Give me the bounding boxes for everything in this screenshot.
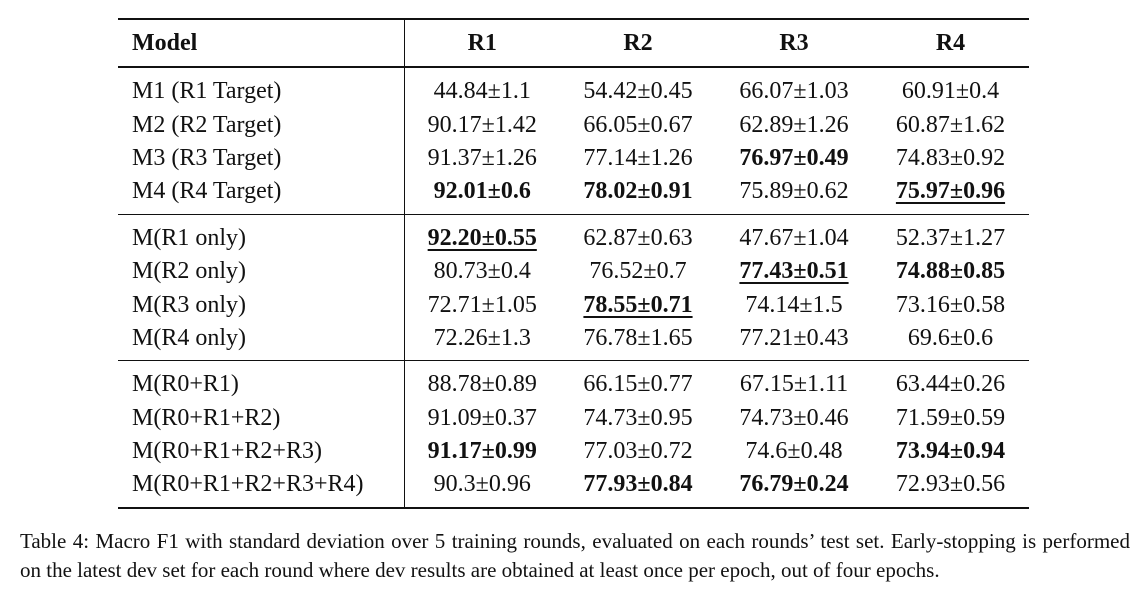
score-value: 74.83±0.92 [895,144,1006,171]
table-row [118,468,1029,507]
score-cell [404,214,560,255]
score-cell [716,175,872,214]
score-value: 88.78±0.89 [427,371,537,398]
model-name-cell: M4 (R4 Target) [118,175,404,214]
model-name-cell: M(R0+R1) [118,361,404,402]
model-name-cell: M(R1 only) [118,214,404,255]
score-value: 74.6±0.48 [745,438,843,465]
score-value: 91.17±0.99 [427,438,537,465]
score-value: 77.03±0.72 [583,438,693,465]
score-value: 73.94±0.94 [895,438,1006,465]
model-name-cell: M3 (R3 Target) [118,142,404,175]
score-cell [404,435,560,468]
score-cell [872,361,1029,402]
score-cell [560,468,716,507]
model-name-cell: M(R2 only) [118,255,404,288]
score-cell [560,108,716,141]
table-body [118,67,1029,508]
model-name-cell: M1 (R1 Target) [118,67,404,108]
score-value: 74.73±0.46 [739,404,849,431]
score-cell [872,468,1029,507]
table-row [118,402,1029,435]
results-table [118,18,1029,509]
score-value: 92.20±0.55 [427,224,537,251]
score-cell [872,288,1029,321]
table-row [118,142,1029,175]
score-value: 60.87±1.62 [895,111,1006,138]
score-cell [560,322,716,361]
score-cell [716,361,872,402]
score-value: 75.97±0.96 [895,178,1006,205]
score-value: 71.59±0.59 [895,404,1006,431]
score-value: 72.71±1.05 [427,291,537,318]
score-value: 78.02±0.91 [583,178,693,205]
score-value: 47.67±1.04 [739,224,849,251]
score-value: 74.73±0.95 [583,404,693,431]
score-value: 73.16±0.58 [895,291,1006,318]
score-cell [716,322,872,361]
score-cell [560,67,716,108]
table-row [118,288,1029,321]
score-cell [872,214,1029,255]
score-cell [560,435,716,468]
score-cell [716,435,872,468]
score-value: 90.3±0.96 [433,471,531,498]
header-model: Model [118,19,404,67]
table-row [118,175,1029,214]
model-name-cell: M2 (R2 Target) [118,108,404,141]
score-value: 66.07±1.03 [739,78,849,105]
score-value: 76.52±0.7 [589,258,687,285]
score-cell [872,402,1029,435]
score-value: 62.87±0.63 [583,224,693,251]
score-cell [872,175,1029,214]
score-value: 92.01±0.6 [433,178,531,205]
table-row [118,435,1029,468]
score-cell [404,288,560,321]
score-value: 69.6±0.6 [907,324,994,351]
score-value: 78.55±0.71 [583,291,693,318]
score-value: 67.15±1.11 [739,371,849,398]
score-cell [560,175,716,214]
score-value: 62.89±1.26 [739,111,849,138]
header-r1: R1 [467,29,497,56]
score-cell [716,288,872,321]
score-cell [404,322,560,361]
score-cell [560,255,716,288]
score-value: 77.21±0.43 [739,324,849,351]
table-row [118,108,1029,141]
score-value: 75.89±0.62 [739,178,849,205]
header-r2: R2 [623,29,653,56]
table-row [118,67,1029,108]
score-cell [404,468,560,507]
score-value: 77.93±0.84 [583,471,693,498]
score-cell [716,214,872,255]
score-cell [872,322,1029,361]
score-cell [404,361,560,402]
score-value: 77.43±0.51 [739,258,849,285]
model-name-cell: M(R0+R1+R2+R3) [118,435,404,468]
score-value: 66.15±0.77 [583,371,693,398]
table-header-row [118,19,1029,67]
score-value: 91.09±0.37 [427,404,537,431]
score-cell [560,142,716,175]
score-value: 74.88±0.85 [895,258,1006,285]
table-row [118,361,1029,402]
header-r3: R3 [779,29,809,56]
score-value: 63.44±0.26 [895,371,1006,398]
score-value: 91.37±1.26 [427,144,537,171]
score-value: 76.78±1.65 [583,324,693,351]
table-row [118,214,1029,255]
score-value: 72.26±1.3 [433,324,531,351]
score-value: 66.05±0.67 [583,111,693,138]
score-cell [716,108,872,141]
score-cell [716,468,872,507]
header-r4: R4 [935,29,966,56]
score-value: 76.97±0.49 [739,144,849,171]
table-row [118,322,1029,361]
score-cell [872,255,1029,288]
score-cell [716,142,872,175]
score-value: 52.37±1.27 [895,224,1006,251]
score-value: 44.84±1.1 [433,78,531,105]
score-cell [404,142,560,175]
score-cell [716,255,872,288]
score-value: 74.14±1.5 [745,291,843,318]
score-cell [872,142,1029,175]
model-name-cell: M(R4 only) [118,322,404,361]
score-cell [404,175,560,214]
score-cell [404,67,560,108]
score-value: 54.42±0.45 [583,78,693,105]
score-cell [404,108,560,141]
model-name-cell: M(R0+R1+R2) [118,402,404,435]
table-caption: Table 4: Macro F1 with standard deviation over 5 training rounds, evaluated on each rounds’ test set. Early-stopping is performed on the latest dev set for each round where dev results are obtained at least once per epoch, out of four epochs. [20,529,1130,582]
score-cell [560,288,716,321]
score-cell [404,255,560,288]
model-name-cell: M(R0+R1+R2+R3+R4) [118,468,404,507]
results-table-container [118,18,1029,509]
score-cell [560,402,716,435]
score-value: 76.79±0.24 [739,471,849,498]
score-value: 60.91±0.4 [901,78,1000,105]
score-cell [560,214,716,255]
score-value: 80.73±0.4 [433,258,531,285]
score-cell [872,435,1029,468]
model-name-cell: M(R3 only) [118,288,404,321]
score-cell [716,67,872,108]
score-cell [404,402,560,435]
score-cell [872,108,1029,141]
score-value: 77.14±1.26 [583,144,693,171]
score-value: 72.93±0.56 [895,471,1006,498]
score-cell [716,402,872,435]
score-cell [872,67,1029,108]
table-row [118,255,1029,288]
score-cell [560,361,716,402]
score-value: 90.17±1.42 [427,111,537,138]
